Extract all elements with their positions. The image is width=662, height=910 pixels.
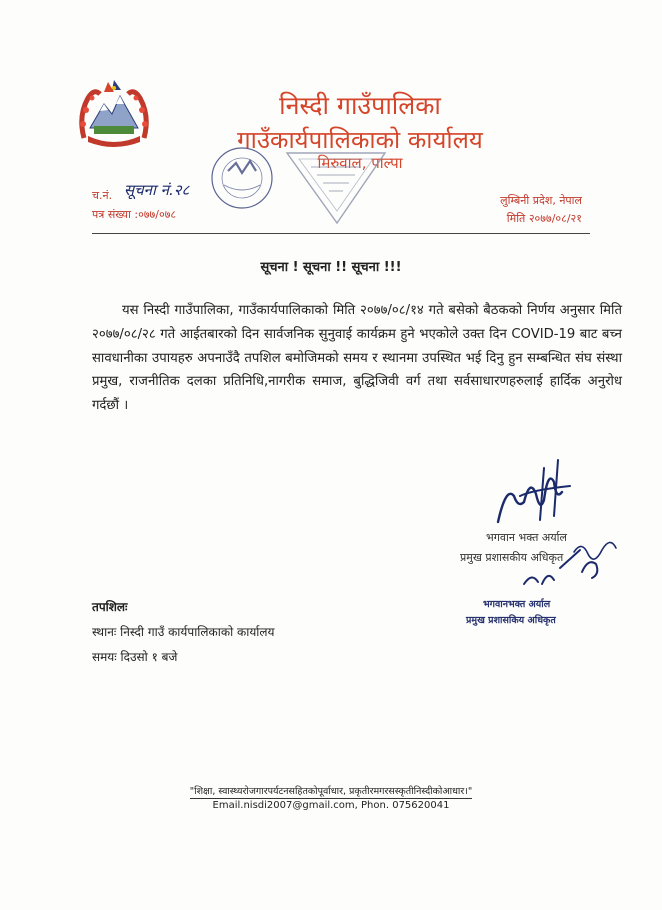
ref-label: च.नं.	[92, 189, 113, 202]
header-divider	[92, 233, 590, 234]
signatory-stamp-name: भगवानभक्त अर्याल	[483, 599, 551, 610]
org-name: निस्दी गाउँपालिका	[279, 91, 441, 120]
signatory-name: भगवान भक्त अर्याल	[486, 531, 567, 544]
org-location: मिरुवाल, पाल्पा	[317, 154, 403, 172]
office-name: गाउँकार्यपालिकाको कार्यालय	[237, 126, 483, 154]
details-label: तपशिलः	[92, 600, 128, 614]
ref-number-handwritten: सूचना नं.२८	[124, 181, 190, 199]
details-time: समयः दिउसो १ बजे	[92, 650, 178, 664]
details-place: स्थानः निस्दी गाउँ कार्यपालिकाको कार्यालय	[92, 625, 275, 639]
notice-body: यस निस्दी गाउँपालिका, गाउँकार्यपालिकाको मिति २०७७/०८/१४ गते बसेको बैठकको निर्णय अनुसार मिति २०७७/०८/२८ गते आईतबारको दिन सार्वजनिक सुनुवाई कार्यक्रम हुने भएकोले उक्त दिन COVID-19 बाट बच्न सावधानीका उपायहरु अपनाउँदै तपशिल बमोजिमको समय र स्थानमा उपस्थित भई दिनु हुन सम्बन्धित संघ संस्था प्रमुख, राजनीतिक दलका प्रतिनिधि,नागरीक समाज, बुद्धिजिवी वर्ग तथा सर्वसाधारणहरुलाई हार्दिक अनुरोध गर्दछौं ।	[92, 303, 622, 414]
office-round-stamp-icon	[206, 145, 278, 211]
letter-date: मिति २०७७/०८/२१	[506, 212, 582, 225]
footer-motto	[0, 784, 662, 797]
signatory-stamp-title: प्रमुख प्रशासकिय अधिकृत	[466, 615, 556, 626]
footer-motto-text: "शिक्षा, स्वास्थ्यरोजगारपर्यटनसहितकोपूर्वाधार, प्रकृतीरमगरसस्कृतीनिस्दीकोआधार।"	[189, 786, 473, 797]
footer-contact: Email.nisdi2007@gmail.com, Phon. 075620041	[212, 800, 450, 811]
office-triangle-stamp-icon	[281, 145, 391, 227]
province: लुम्बिनी प्रदेश, नेपाल	[500, 194, 582, 207]
notice-heading: सूचना ! सूचना !! सूचना !!!	[260, 260, 402, 275]
letter-number: पत्र संख्या :०७७/०७८	[92, 208, 177, 221]
handwritten-signature-icon	[484, 456, 624, 592]
signatory-title: प्रमुख प्रशासकीय अधिकृत	[460, 551, 564, 564]
nepal-emblem-icon	[74, 76, 154, 150]
